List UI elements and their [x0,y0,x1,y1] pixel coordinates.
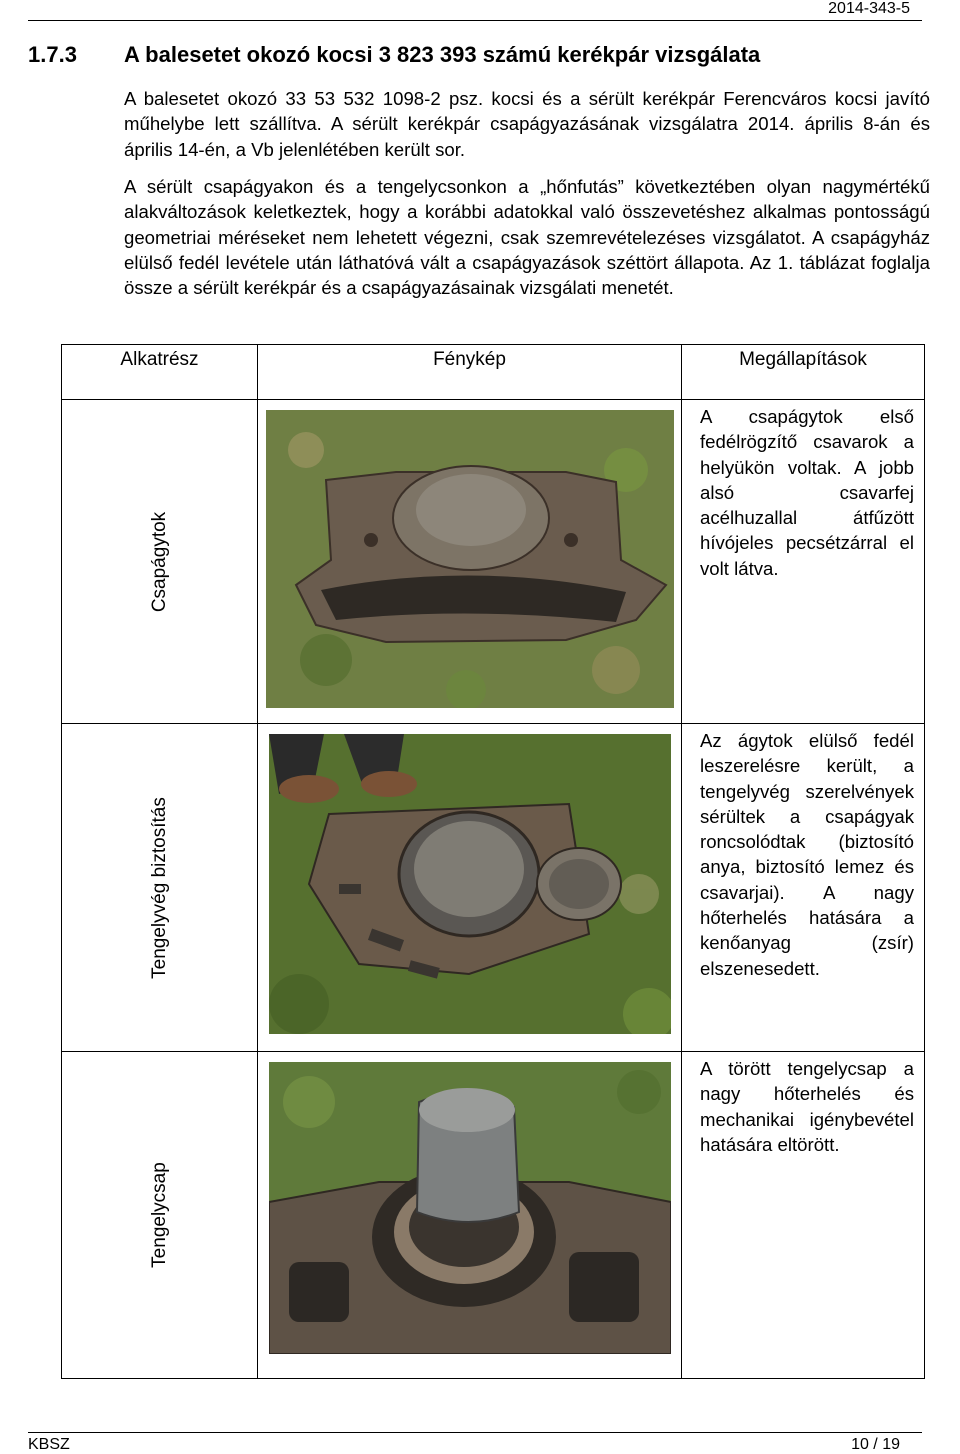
part-cell [62,400,258,724]
part-label: Tengelyvég biztosítás [148,796,170,979]
page-number: 10 / 19 [851,1436,900,1453]
table-header-row [62,345,925,400]
photo-cell [258,1052,682,1379]
table-row [62,400,925,724]
footer-org: KBSZ [28,1436,70,1453]
finding-cell [682,724,925,1052]
header-part: Alkatrész [62,345,258,400]
axlebox-housing-photo [266,410,674,708]
header-photo: Fénykép [258,345,682,400]
finding-cell [682,400,925,724]
finding-cell [682,1052,925,1379]
part-cell [62,1052,258,1379]
footer-rule [28,1432,922,1433]
section-title-text: A balesetet okozó kocsi 3 823 393 számú kerékpár vizsgálata [124,42,761,67]
finding-text: A törött tengelycsap a nagy hőterhelés és mechanikai igénybevétel hatására eltörött. [700,1058,914,1155]
axle-end-fastening-photo [269,734,671,1034]
part-label: Tengelycsap [148,1162,170,1268]
axle-journal-photo [269,1062,671,1354]
part-label: Csapágytok [148,511,170,612]
finding-text: Az ágytok elülső fedél leszerelésre került, a tengelyvég szerelvények sérültek a csapágyak roncsolódtak (biztosító anya, biztosító lemez és csavarjai). A nagy hőterhelés hatására a kenőanyag (zsír) elszenesedett. [700,730,914,979]
header-rule [28,20,922,21]
section-number: 1.7.3 [28,42,77,67]
table-row [62,1052,925,1379]
intro-paragraph: A balesetet okozó 33 53 532 1098-2 psz. kocsi és a sérült kerékpár Ferencváros kocsi javító műhelybe lett szállítva. A sérült kerékpár csapágyazásának vizsgálatra 2014. április 8-án és április 14-én, a Vb jelenlétében került sor. [124,88,930,160]
inspection-table [61,344,925,1379]
table-row [62,724,925,1052]
section-title [28,42,933,68]
findings-paragraph: A sérült csapágyakon és a tengelycsonkon a „hőnfutás” következtében olyan nagymértékű alakváltozások keletkeztek, hogy a korábbi adatokkal való összevetéshez alkalmas pontosságú geometriai méréseket nem lehetett végezni, csak szemrevételezéses vizsgálatot. A csapágyház elülső fedél levétele után láthatóvá vált a csapágyazások széttört állapota. Az 1. táblázat foglalja össze a sérült kerékpár és a csapágyazásainak vizsgálati menetét. [124,176,930,299]
finding-text: A csapágytok első fedélrögzítő csavarok a helyükön voltak. A jobb alsó csavarfej acélhuzallal átfűzött hívójeles pecsétzárral el volt látva. [700,406,914,579]
photo-cell [258,400,682,724]
photo-cell [258,724,682,1052]
document-id: 2014-343-5 [828,0,910,17]
header-findings: Megállapítások [682,345,925,400]
part-cell [62,724,258,1052]
